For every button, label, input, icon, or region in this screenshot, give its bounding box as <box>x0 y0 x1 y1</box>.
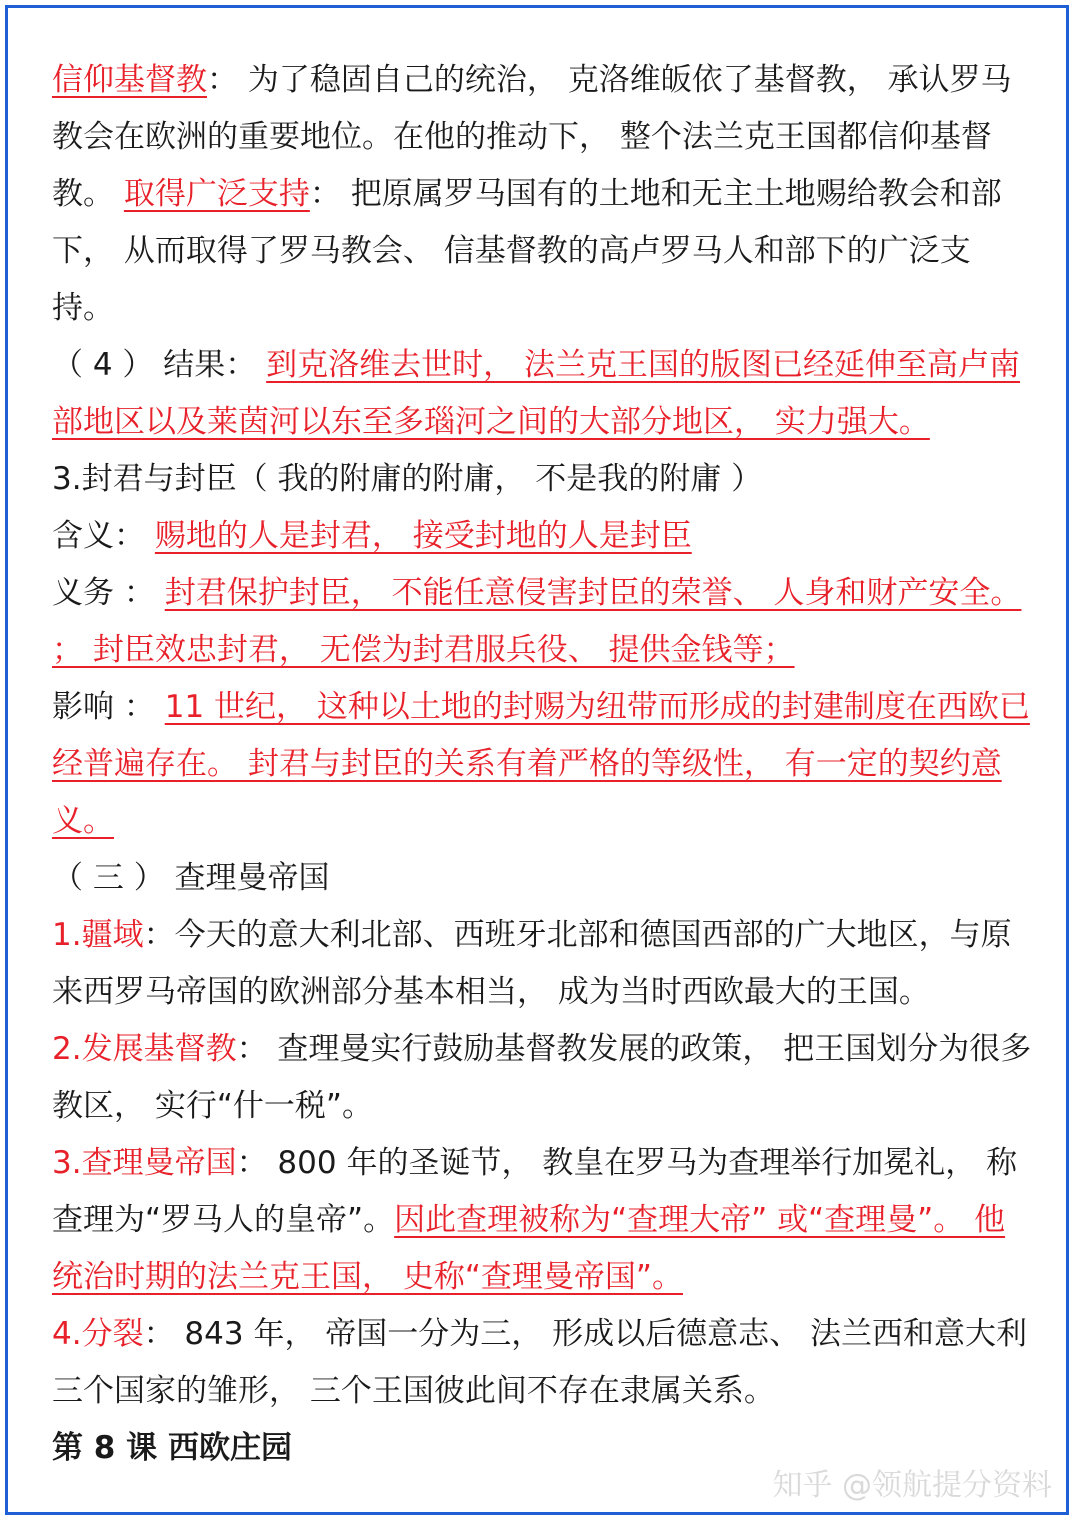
label-duty: 义务 ： <box>52 575 165 611</box>
paragraph-empire <box>52 1135 1032 1306</box>
text-empire: ： 800 年的圣诞节， 教皇在罗马为查理举行加冕礼， 称查理为“罗马人的皇帝”。 <box>52 1145 1018 1238</box>
label-territory: 1.疆域 <box>52 917 144 953</box>
document-body <box>52 52 1032 1477</box>
heading-lord-vassal: 3.封君与封臣（ 我的附庸的附庸， 不是我的附庸 ） <box>52 461 763 497</box>
label-split: 4.分裂 <box>52 1316 144 1352</box>
label-empire: 3.查理曼帝国 <box>52 1145 237 1181</box>
text-influence: 11 世纪， 这种以土地的封赐为纽带而形成的封建制度在西欧已经普遍存在。 封君与封臣的关系有着严格的等级性， 有一定的契约意义。 <box>52 689 1030 839</box>
paragraph-split <box>52 1306 1032 1420</box>
keyword-believe-christianity: 信仰基督教 <box>52 62 207 98</box>
text-split: ： 843 年， 帝国一分为三， 形成以后德意志、 法兰西和意大利三个国家的雏形， 三个王国彼此间不存在隶属关系。 <box>52 1316 1028 1409</box>
text-meaning: 赐地的人是封君， 接受封地的人是封臣 <box>154 518 692 554</box>
text-territory: ：今天的意大利北部、西班牙北部和德国西部的广大地区，与原来西罗马帝国的欧洲部分基本相当， 成为当时西欧最大的王国。 <box>52 917 1012 1010</box>
text-wide-support: ： 把原属罗马国有的土地和无主土地赐给教会和部下， 从而取得了罗马教会、 信基督教的高卢罗马人和部下的广泛支持。 <box>52 176 1002 326</box>
text-result: 到克洛维去世时， 法兰克王国的版图已经延伸至高卢南部地区以及莱茵河以东至多瑙河之间的大部分地区， 实力强大。 <box>52 347 1020 440</box>
paragraph-develop-christianity <box>52 1021 1032 1135</box>
text-christianity: ： 为了稳固自己的统治， 克洛维皈依了基督教， 承认罗马教会在欧洲的重要地位。在他的推动下， 整个法兰克王国都信仰基督教。 <box>52 62 1012 212</box>
watermark: 知乎 @领航提分资料 <box>772 1468 1052 1503</box>
label-develop-christianity: 2.发展基督教 <box>52 1031 237 1067</box>
label-influence: 影响 ： <box>52 689 165 725</box>
paragraph-result <box>52 337 1032 451</box>
paragraph-influence <box>52 679 1032 850</box>
paragraph-duty <box>52 565 1032 679</box>
text-empire-red: 因此查理被称为“查理大帝” 或“查理曼”。 他统治时期的法兰克王国， 史称“查理曼帝国”。 <box>52 1202 1006 1295</box>
label-meaning: 含义： <box>52 518 155 554</box>
text-duty: 封君保护封臣， 不能任意侵害封臣的荣誉、 人身和财产安全。 ； 封臣效忠封君， 无偿为封君服兵役、 提供金钱等； <box>52 575 1022 668</box>
paragraph-territory <box>52 907 1032 1021</box>
heading-charlemagne-empire: （ 三 ） 查理曼帝国 <box>52 860 330 896</box>
keyword-wide-support: 取得广泛支持 <box>123 176 310 212</box>
text-develop-christianity: ： 查理曼实行鼓励基督教发展的政策， 把王国划分为很多教区， 实行“什一税”。 <box>52 1031 1032 1124</box>
paragraph-meaning <box>52 508 1032 565</box>
label-result: （ 4 ） 结果： <box>52 347 267 383</box>
heading-lesson-8: 第 8 课 西欧庄园 <box>52 1430 292 1466</box>
paragraph-christianity <box>52 52 1032 337</box>
